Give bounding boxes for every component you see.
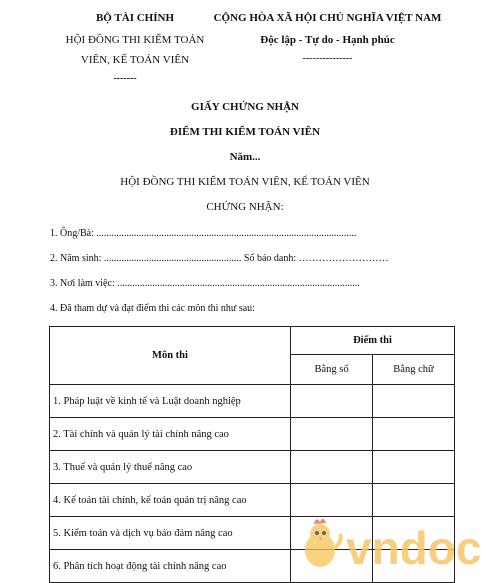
table-row	[50, 451, 455, 484]
score-words-cell	[373, 451, 455, 484]
subject-cell: 5. Kiểm toán và dịch vụ bảo đảm nâng cao	[50, 517, 291, 550]
name-field: 1. Ông/Bà: ........................................................................................................	[50, 228, 357, 239]
score-number-header: Bằng số	[291, 355, 373, 385]
workplace-field: 3. Nơi làm việc: .................................................................................................	[50, 278, 360, 289]
subject-cell: 2. Tài chính và quản lý tài chính nâng cao	[50, 418, 291, 451]
table-header-row	[50, 327, 455, 355]
score-words-cell	[373, 418, 455, 451]
document-year: Năm...	[229, 151, 261, 163]
council-name-line2: VIÊN, KẾ TOÁN VIÊN	[80, 54, 190, 66]
national-title: CỘNG HÒA XÃ HỘI CHỦ NGHĨA VIỆT NAM	[213, 12, 442, 24]
birth-year-field: 2. Năm sinh: ....................................................... Số báo danh: ………………………	[50, 253, 389, 264]
council-name-line1: HỘI ĐỒNG THI KIỂM TOÁN	[65, 34, 205, 46]
vndoc-watermark	[296, 510, 486, 575]
subject-header: Môn thi	[50, 327, 291, 385]
left-divider: -------	[113, 73, 137, 84]
document-title: GIẤY CHỨNG NHẬN	[191, 101, 299, 113]
scores-intro: 4. Đã tham dự và đạt điểm thi các môn thi như sau:	[50, 303, 255, 314]
subject-cell: 3. Thuế và quản lý thuế nâng cao	[50, 451, 291, 484]
score-words-header: Bằng chữ	[373, 355, 455, 385]
score-number-cell	[291, 418, 373, 451]
table-row	[50, 385, 455, 418]
ministry-name: BỘ TÀI CHÍNH	[95, 12, 175, 24]
watermark-text: vndoc	[346, 522, 482, 574]
subject-cell: 1. Pháp luật về kinh tế và Luật doanh nghiệp	[50, 385, 291, 418]
subject-cell: 6. Phân tích hoạt động tài chính nâng cao	[50, 550, 291, 583]
certify-heading: CHỨNG NHẬN:	[206, 201, 284, 213]
chicken-mascot-icon	[305, 519, 341, 567]
national-motto: Độc lập - Tự do - Hạnh phúc	[260, 34, 395, 46]
score-words-cell	[373, 385, 455, 418]
subject-cell: 4. Kế toán tài chính, kế toán quản trị nâng cao	[50, 484, 291, 517]
score-number-cell	[291, 451, 373, 484]
council-heading: HỘI ĐỒNG THI KIỂM TOÁN VIÊN, KẾ TOÁN VIÊN	[120, 176, 370, 188]
score-header: Điểm thi	[291, 327, 455, 355]
table-row	[50, 418, 455, 451]
document-subtitle: ĐIỂM THI KIỂM TOÁN VIÊN	[169, 126, 321, 138]
score-number-cell	[291, 385, 373, 418]
right-divider: ---------------	[302, 53, 353, 64]
